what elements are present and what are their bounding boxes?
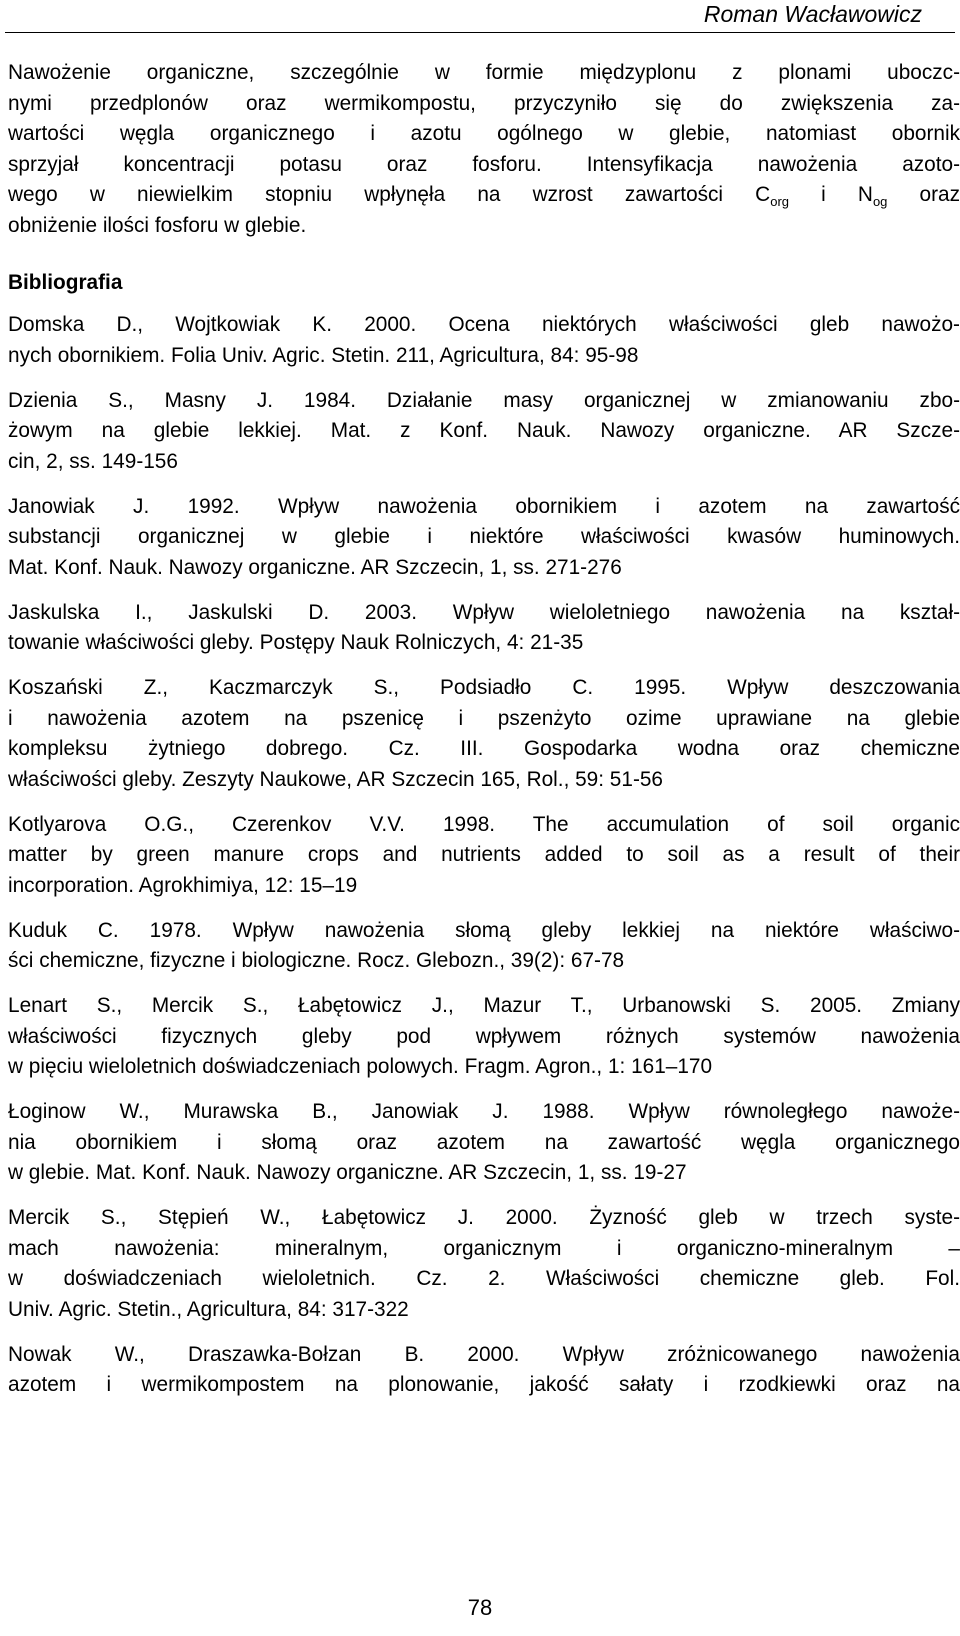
intro-line: sprzyjał koncentracji potasu oraz fosforu. Intensyfikacja nawożenia azoto- xyxy=(8,152,960,176)
running-head: Roman Wacławowicz xyxy=(703,1,922,27)
reference-line: Nowak W., Draszawka-Bołzan B. 2000. Wpływ zróżnicowanego nawożenia xyxy=(8,1342,960,1366)
reference-line: matter by green manure crops and nutrients added to soil as a result of their xyxy=(8,843,960,866)
subscript-org: org xyxy=(770,194,790,210)
page-body xyxy=(8,58,960,1415)
reference-line: cin, 2, ss. 149-156 xyxy=(8,449,178,473)
reference-line: i nawożenia azotem na pszenicę i pszenżyto ozime uprawiane na glebie xyxy=(8,706,960,730)
page-number: 78 xyxy=(467,1595,493,1620)
reference-line: Univ. Agric. Stetin., Agricultura, 84: 317-322 xyxy=(8,1297,409,1321)
reference-line: towanie właściwości gleby. Postępy Nauk Rolniczych, 4: 21-35 xyxy=(8,631,584,654)
reference-line: Domska D., Wojtkowiak K. 2000. Ocena niektórych właściwości gleb nawożo- xyxy=(8,313,960,336)
bibliography-heading: Bibliografia xyxy=(8,271,123,294)
reference-line: Mercik S., Stępień W., Łabętowicz J. 2000. Żyzność gleb w trzech syste- xyxy=(8,1206,960,1229)
reference-line: w doświadczeniach wieloletnich. Cz. 2. Właściwości chemiczne gleb. Fol. xyxy=(8,1267,960,1290)
reference-line: w glebie. Mat. Konf. Nauk. Nawozy organiczne. AR Szczecin, 1, ss. 19-27 xyxy=(8,1161,687,1184)
reference-line: w pięciu wieloletnich doświadczeniach polowych. Fragm. Agron., 1: 161–170 xyxy=(8,1055,713,1078)
reference-entry xyxy=(8,310,960,371)
reference-entry xyxy=(8,1203,960,1325)
reference-entry xyxy=(8,598,960,659)
intro-paragraph xyxy=(8,58,960,241)
reference-entry xyxy=(8,673,960,795)
reference-entry xyxy=(8,991,960,1083)
intro-line: Nawożenie organiczne, szczególnie w formie międzyplonu z plonami uboczc- xyxy=(8,61,960,84)
intro-line-subscripts xyxy=(8,180,960,211)
intro-line: nymi przedplonów oraz wermikompostu, przyczyniło się do zwiększenia za- xyxy=(8,91,960,115)
reference-line: Jaskulska I., Jaskulski D. 2003. Wpływ wieloletniego nawożenia na kształ- xyxy=(8,600,960,624)
reference-line: Mat. Konf. Nauk. Nawozy organiczne. AR Szczecin, 1, ss. 271-276 xyxy=(8,555,622,579)
reference-line: Lenart S., Mercik S., Łabętowicz J., Mazur T., Urbanowski S. 2005. Zmiany xyxy=(8,994,960,1017)
intro-text: i N xyxy=(789,183,873,206)
reference-line: Janowiak J. 1992. Wpływ nawożenia obornikiem i azotem na zawartość xyxy=(8,494,960,518)
reference-line: substancji organicznej w glebie i niektóre właściwości kwasów huminowych. xyxy=(8,525,960,548)
reference-entry xyxy=(8,386,960,478)
reference-line: żowym na glebie lekkiej. Mat. z Konf. Nauk. Nawozy organiczne. AR Szcze- xyxy=(8,419,960,442)
reference-entry xyxy=(8,916,960,977)
reference-line: właściwości gleby. Zeszyty Naukowe, AR Szczecin 165, Rol., 59: 51-56 xyxy=(8,767,663,791)
intro-line: wartości węgla organicznego i azotu ogólnego w glebie, natomiast obornik xyxy=(8,122,960,145)
reference-line: ści chemiczne, fizyczne i biologiczne. Rocz. Glebozn., 39(2): 67-78 xyxy=(8,949,625,972)
reference-entry xyxy=(8,1097,960,1189)
subscript-og: og xyxy=(872,194,888,210)
bibliography-list xyxy=(8,310,960,1401)
reference-line: właściwości fizycznych gleby pod wpływem różnych systemów nawożenia xyxy=(8,1024,960,1048)
header-rule xyxy=(5,32,955,33)
reference-line: kompleksu żytniego dobrego. Cz. III. Gospodarka wodna oraz chemiczne xyxy=(8,737,960,760)
reference-line: nych obornikiem. Folia Univ. Agric. Stetin. 211, Agricultura, 84: 95-98 xyxy=(8,343,639,367)
reference-line: Dzienia S., Masny J. 1984. Działanie masy organicznej w zmianowaniu zbo- xyxy=(8,388,960,412)
reference-line: Kuduk C. 1978. Wpływ nawożenia słomą gleby lekkiej na niektóre właściwo- xyxy=(8,918,960,942)
reference-line: Koszański Z., Kaczmarczyk S., Podsiadło C. 1995. Wpływ deszczowania xyxy=(8,676,960,699)
reference-line: incorporation. Agrokhimiya, 12: 15–19 xyxy=(8,873,358,897)
reference-line: Łoginow W., Murawska B., Janowiak J. 1988. Wpływ równoległego nawoże- xyxy=(8,1100,960,1123)
intro-text: wego w niewielkim stopniu wpłynęła na wzrost zawartości C xyxy=(8,183,771,206)
reference-line: nia obornikiem i słomą oraz azotem na zawartość węgla organicznego xyxy=(8,1130,960,1154)
reference-entry xyxy=(8,492,960,584)
reference-line: mach nawożenia: mineralnym, organicznym i organiczno-mineralnym – xyxy=(8,1236,960,1260)
reference-line: Kotlyarova O.G., Czerenkov V.V. 1998. The accumulation of soil organic xyxy=(8,812,960,836)
intro-text: oraz xyxy=(887,183,960,206)
intro-line: obniżenie ilości fosforu w glebie. xyxy=(8,213,307,237)
reference-line: azotem i wermikompostem na plonowanie, jakość sałaty i rzodkiewki oraz na xyxy=(8,1373,960,1396)
reference-entry xyxy=(8,1340,960,1401)
reference-entry xyxy=(8,810,960,902)
